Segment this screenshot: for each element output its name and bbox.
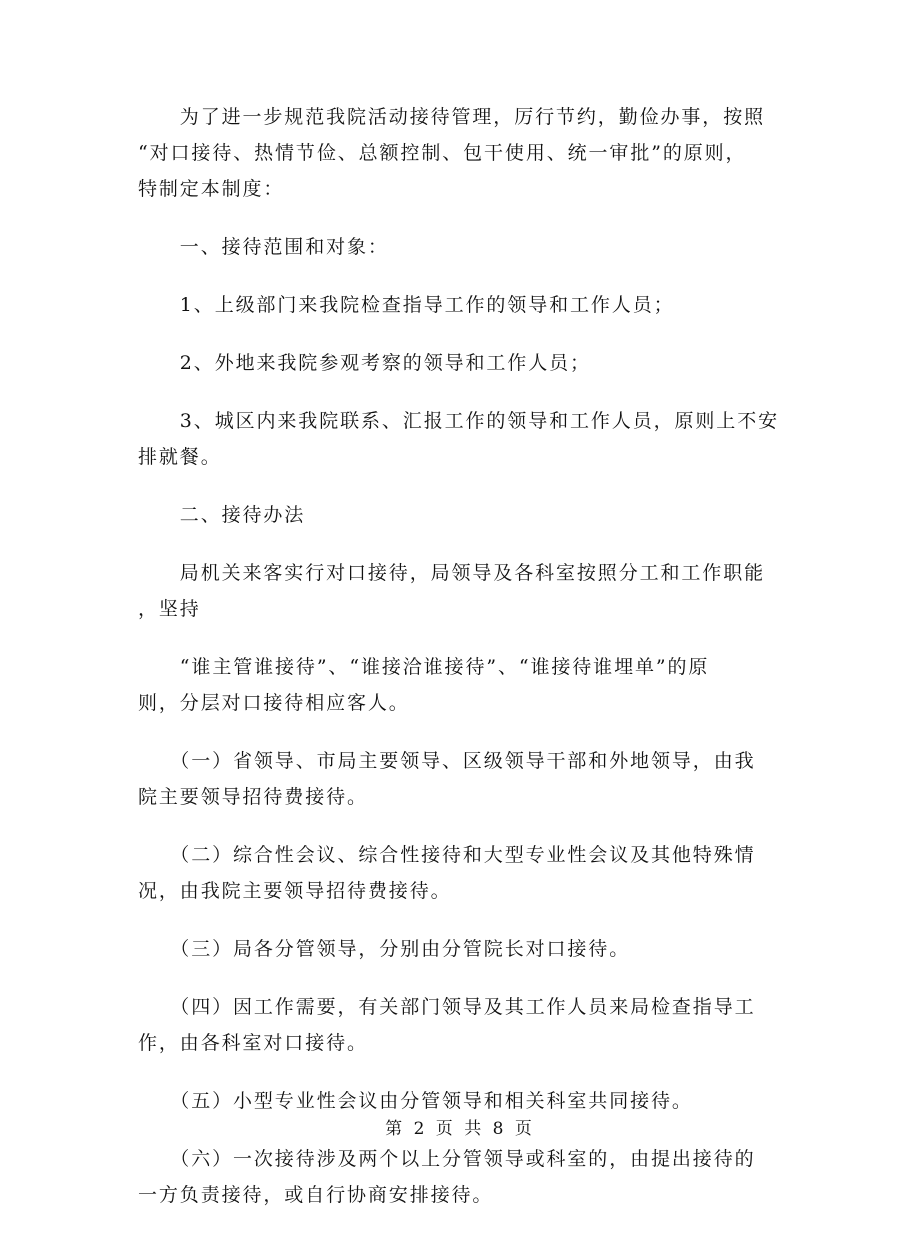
text-line: 为了进一步规范我院活动接待管理，厉行节约，勤俭办事，按照 xyxy=(138,106,766,128)
text-line: 排就餐。 xyxy=(138,446,222,468)
paragraph xyxy=(138,649,798,721)
text-line: 2、外地来我院参观考察的领导和工作人员； xyxy=(138,352,591,374)
text-line: 特制定本制度： xyxy=(138,178,285,200)
paragraph xyxy=(138,1141,798,1213)
paragraph xyxy=(138,555,798,627)
paragraph xyxy=(138,837,798,909)
text-line: “谁主管谁接待”、“谁接洽谁接待”、“谁接待谁埋单”的原 xyxy=(138,656,710,678)
paragraph xyxy=(138,345,798,381)
text-line: 一、接待范围和对象： xyxy=(138,236,389,258)
paragraph xyxy=(138,497,798,533)
text-line: 一方负责接待，或自行协商安排接待。 xyxy=(138,1184,494,1206)
text-line: 作，由各科室对口接待。 xyxy=(138,1032,368,1054)
paragraph xyxy=(138,99,798,207)
text-line: 局机关来客实行对口接待，局领导及各科室按照分工和工作职能 xyxy=(138,562,766,584)
paragraph xyxy=(138,403,798,475)
text-line: （五）小型专业性会议由分管领导和相关科室共同接待。 xyxy=(138,1090,693,1112)
paragraph xyxy=(138,743,798,815)
text-line: ，坚持 xyxy=(138,598,201,620)
text-line: 则，分层对口接待相应客人。 xyxy=(138,692,410,714)
text-line: （二）综合性会议、综合性接待和大型专业性会议及其他特殊情 xyxy=(138,844,756,866)
text-line: 况，由我院主要领导招待费接待。 xyxy=(138,880,452,902)
paragraph xyxy=(138,287,798,323)
paragraph xyxy=(138,931,798,967)
text-line: （六）一次接待涉及两个以上分管领导或科室的，由提出接待的 xyxy=(138,1148,756,1170)
text-line: “对口接待、热情节俭、总额控制、包干使用、统一审批”的原则， xyxy=(138,142,747,164)
text-line: 院主要领导招待费接待。 xyxy=(138,786,368,808)
paragraph xyxy=(138,989,798,1061)
text-line: 3、城区内来我院联系、汇报工作的领导和工作人员，原则上不安 xyxy=(138,410,779,432)
text-line: 1、上级部门来我院检查指导工作的领导和工作人员； xyxy=(138,294,675,316)
text-line: 二、接待办法 xyxy=(138,504,306,526)
document-body xyxy=(138,99,798,1235)
paragraph xyxy=(138,229,798,265)
text-line: （四）因工作需要，有关部门领导及其工作人员来局检查指导工 xyxy=(138,996,756,1018)
page-number-footer: 第 2 页 共 8 页 xyxy=(385,1119,535,1139)
text-line: （三）局各分管领导，分别由分管院长对口接待。 xyxy=(138,938,631,960)
text-line: （一）省领导、市局主要领导、区级领导干部和外地领导，由我 xyxy=(138,750,756,772)
